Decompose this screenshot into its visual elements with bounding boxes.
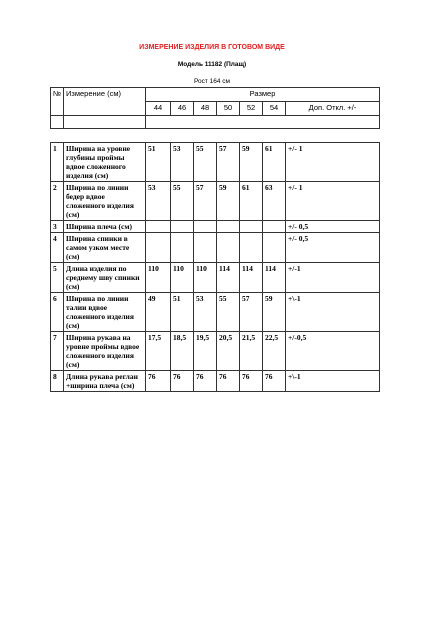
row-number: 8 <box>51 371 64 392</box>
row-value-size-50: 57 <box>217 143 240 182</box>
row-tolerance: +\-1 <box>286 371 380 392</box>
row-value-size-46: 18,5 <box>171 332 194 371</box>
row-number: 7 <box>51 332 64 371</box>
row-value-size-50: 55 <box>217 293 240 332</box>
row-value-size-54: 61 <box>263 143 286 182</box>
spacer-row <box>51 116 380 129</box>
table-body <box>51 88 380 392</box>
row-tolerance: +/-1 <box>286 263 380 293</box>
row-value-size-46: 55 <box>171 182 194 221</box>
row-number: 1 <box>51 143 64 182</box>
row-value-size-54 <box>263 221 286 233</box>
row-number: 5 <box>51 263 64 293</box>
row-value-size-48 <box>194 221 217 233</box>
size-44: 44 <box>146 102 171 116</box>
spacer-cell <box>64 116 146 129</box>
row-value-size-48: 57 <box>194 182 217 221</box>
row-value-size-44 <box>146 221 171 233</box>
row-tolerance: +/- 0,5 <box>286 221 380 233</box>
row-value-size-54: 59 <box>263 293 286 332</box>
spacer-cell <box>146 116 380 129</box>
row-value-size-48: 55 <box>194 143 217 182</box>
row-tolerance: +/-0,5 <box>286 332 380 371</box>
row-value-size-54: 22,5 <box>263 332 286 371</box>
table-row <box>51 221 380 233</box>
row-value-size-54: 63 <box>263 182 286 221</box>
size-46: 46 <box>171 102 194 116</box>
row-tolerance: +/- 1 <box>286 182 380 221</box>
row-value-size-52: 57 <box>240 293 263 332</box>
row-number: 2 <box>51 182 64 221</box>
row-measure-name: Ширина по линии талии вдвое сложенного изделия (см) <box>64 293 146 332</box>
table-row <box>51 293 380 332</box>
size-50: 50 <box>217 102 240 116</box>
row-value-size-46: 51 <box>171 293 194 332</box>
row-value-size-46: 76 <box>171 371 194 392</box>
row-measure-name: Ширина плеча (см) <box>64 221 146 233</box>
row-value-size-48: 110 <box>194 263 217 293</box>
table-row <box>51 233 380 263</box>
row-value-size-46: 110 <box>171 263 194 293</box>
row-value-size-50 <box>217 233 240 263</box>
size-54: 54 <box>263 102 286 116</box>
row-value-size-50: 59 <box>217 182 240 221</box>
row-value-size-46: 53 <box>171 143 194 182</box>
size-48: 48 <box>194 102 217 116</box>
size-52: 52 <box>240 102 263 116</box>
row-number: 4 <box>51 233 64 263</box>
row-value-size-46 <box>171 221 194 233</box>
row-value-size-52: 59 <box>240 143 263 182</box>
row-value-size-52: 21,5 <box>240 332 263 371</box>
row-measure-name: Ширина спинки в самом узком месте (см) <box>64 233 146 263</box>
header-measure: Измерение (см) <box>64 88 146 116</box>
row-value-size-54: 114 <box>263 263 286 293</box>
row-value-size-44: 53 <box>146 182 171 221</box>
height-label: Рост 164 см <box>193 78 231 85</box>
row-value-size-44: 49 <box>146 293 171 332</box>
gap-cell <box>51 129 380 143</box>
header-num: № <box>51 88 64 116</box>
row-number: 6 <box>51 293 64 332</box>
table-row <box>51 332 380 371</box>
row-value-size-50: 20,5 <box>217 332 240 371</box>
table-row <box>51 263 380 293</box>
row-measure-name: Длина рукава реглан +ширина плеча (см) <box>64 371 146 392</box>
header-tolerance: Доп. Откл. +/- <box>286 102 380 116</box>
row-value-size-48: 19,5 <box>194 332 217 371</box>
row-tolerance: +/- 0,5 <box>286 233 380 263</box>
row-value-size-54 <box>263 233 286 263</box>
row-value-size-52: 61 <box>240 182 263 221</box>
row-value-size-44: 76 <box>146 371 171 392</box>
document-title: ИЗМЕРЕНИЕ ИЗДЕЛИЯ В ГОТОВОМ ВИДЕ <box>139 44 285 51</box>
row-measure-name: Ширина на уровне глубины проймы вдвое сложенного изделия (см) <box>64 143 146 182</box>
row-value-size-44 <box>146 233 171 263</box>
row-value-size-44: 110 <box>146 263 171 293</box>
table-row <box>51 371 380 392</box>
row-value-size-44: 51 <box>146 143 171 182</box>
spacer-cell <box>51 116 64 129</box>
table-row <box>51 143 380 182</box>
gap-row <box>51 129 380 143</box>
row-value-size-50: 76 <box>217 371 240 392</box>
row-tolerance: +/- 1 <box>286 143 380 182</box>
row-value-size-46 <box>171 233 194 263</box>
model-subtitle: Модель 11182 (Плащ) <box>177 61 247 68</box>
row-tolerance: +\-1 <box>286 293 380 332</box>
row-value-size-44: 17,5 <box>146 332 171 371</box>
row-value-size-48: 76 <box>194 371 217 392</box>
row-measure-name: Ширина по линии бедер вдвое сложенного изделия (см) <box>64 182 146 221</box>
measurement-table <box>50 87 380 392</box>
row-measure-name: Ширина рукава на уровне проймы вдвое сложенного изделия (см) <box>64 332 146 371</box>
header-row <box>51 88 380 102</box>
row-value-size-50: 114 <box>217 263 240 293</box>
row-measure-name: Длина изделия по среднему шву спинки (см) <box>64 263 146 293</box>
row-value-size-48 <box>194 233 217 263</box>
row-value-size-50 <box>217 221 240 233</box>
row-value-size-52 <box>240 233 263 263</box>
row-value-size-48: 53 <box>194 293 217 332</box>
row-value-size-52: 114 <box>240 263 263 293</box>
row-value-size-52: 76 <box>240 371 263 392</box>
table-row <box>51 182 380 221</box>
row-value-size-52 <box>240 221 263 233</box>
header-size: Размер <box>146 88 380 102</box>
row-value-size-54: 76 <box>263 371 286 392</box>
row-number: 3 <box>51 221 64 233</box>
